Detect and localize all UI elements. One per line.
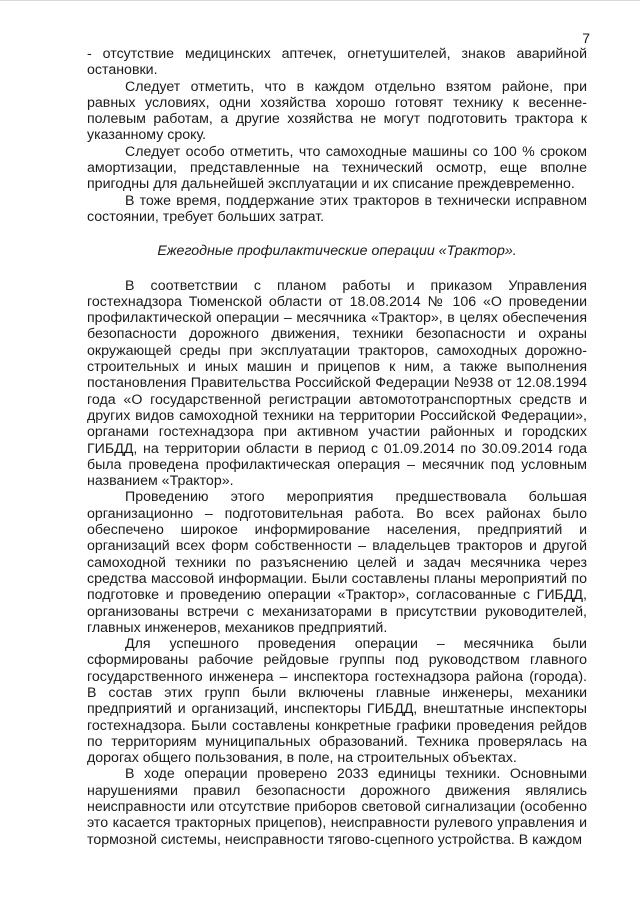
section-paragraph-1: В соответствии с планом работы и приказом Управления гостехнадзора Тюменской области от 18.08.2014 № 106 «О проведении профилактической операции – месячника «Трактор», в целях обеспечения безопасности дорожного движения, техники безопасности и охраны окружающей среды при эксплуатации тракторов, самоходных дорожно-строительных и иных машин и прицепов к ним, а также выполнения постановления Правительства Российской Федерации №938 от 12.08.1994 года «О государственной регистрации автомототранспортных средств и других видов самоходной техники на территории Российской Федерации», органами гостехнадзора при активном участии районных и городских ГИБДД, на территории области в период с 01.09.2014 по 30.09.2014 года была проведена профилактическая операция – месячник под условным названием «Трактор». [87, 277, 587, 490]
document-body [87, 46, 587, 848]
section-paragraph-2: Проведению этого мероприятия предшествовала большая организационно – подготовительная работа. Во всех районах было обеспечено широкое информирование населения, предприятий и организаций всех форм собственности – владельцев тракторов и другой самоходной техники по разъяснению целей и задач месячника через средства массовой информации. Были составлены планы мероприятий по подготовке и проведению операции «Трактор», согласованные с ГИБДД, организованы встречи с механизаторами в присутствии руководителей, главных инженеров, механиков предприятий. [87, 489, 587, 636]
section-heading: Ежегодные профилактические операции «Трактор». [157, 243, 517, 260]
paragraph-3: Следует особо отметить, что самоходные машины со 100 % сроком амортизации, представленные на технический осмотр, еще вполне пригодны для дальнейшей эксплуатации и их списание преждевременно. [87, 143, 587, 193]
section-paragraph-4: В ходе операции проверено 2033 единицы техники. Основными нарушениями правил безопасности дорожного движения являлись неисправности или отсутствие приборов световой сигнализации (особенно это касается тракторных прицепов), неисправности рулевого управления и тормозной системы, неисправности тягово-сцепного устройства. В каждом [87, 766, 587, 848]
paragraph-4: В тоже время, поддержание этих тракторов в технически исправном состоянии, требует больших затрат. [87, 192, 587, 225]
page-number: 7 [582, 30, 590, 46]
scan-edge-line [0, 0, 640, 1]
paragraph-2: Следует отметить, что в каждом отдельно взятом районе, при равных условиях, одни хозяйства хорошо готовят технику к весенне-полевым работам, а другие хозяйства не могут подготовить трактора к указанному сроку. [87, 78, 587, 144]
paragraph-1: - отсутствие медицинских аптечек, огнетушителей, знаков аварийной остановки. [87, 46, 587, 79]
section-paragraph-3: Для успешного проведения операции – месячника были сформированы рабочие рейдовые группы под руководством главного государственного инженера – инспектора гостехнадзора района (города). В состав этих групп были включены главные инженеры, механики предприятий и организаций, инспекторы ГИБДД, внештатные инспекторы гостехнадзора. Были составлены конкретные графики проведения рейдов по территориям муниципальных образований. Техника проверялась на дорогах общего пользования, в поле, на строительных объектах. [87, 636, 587, 767]
